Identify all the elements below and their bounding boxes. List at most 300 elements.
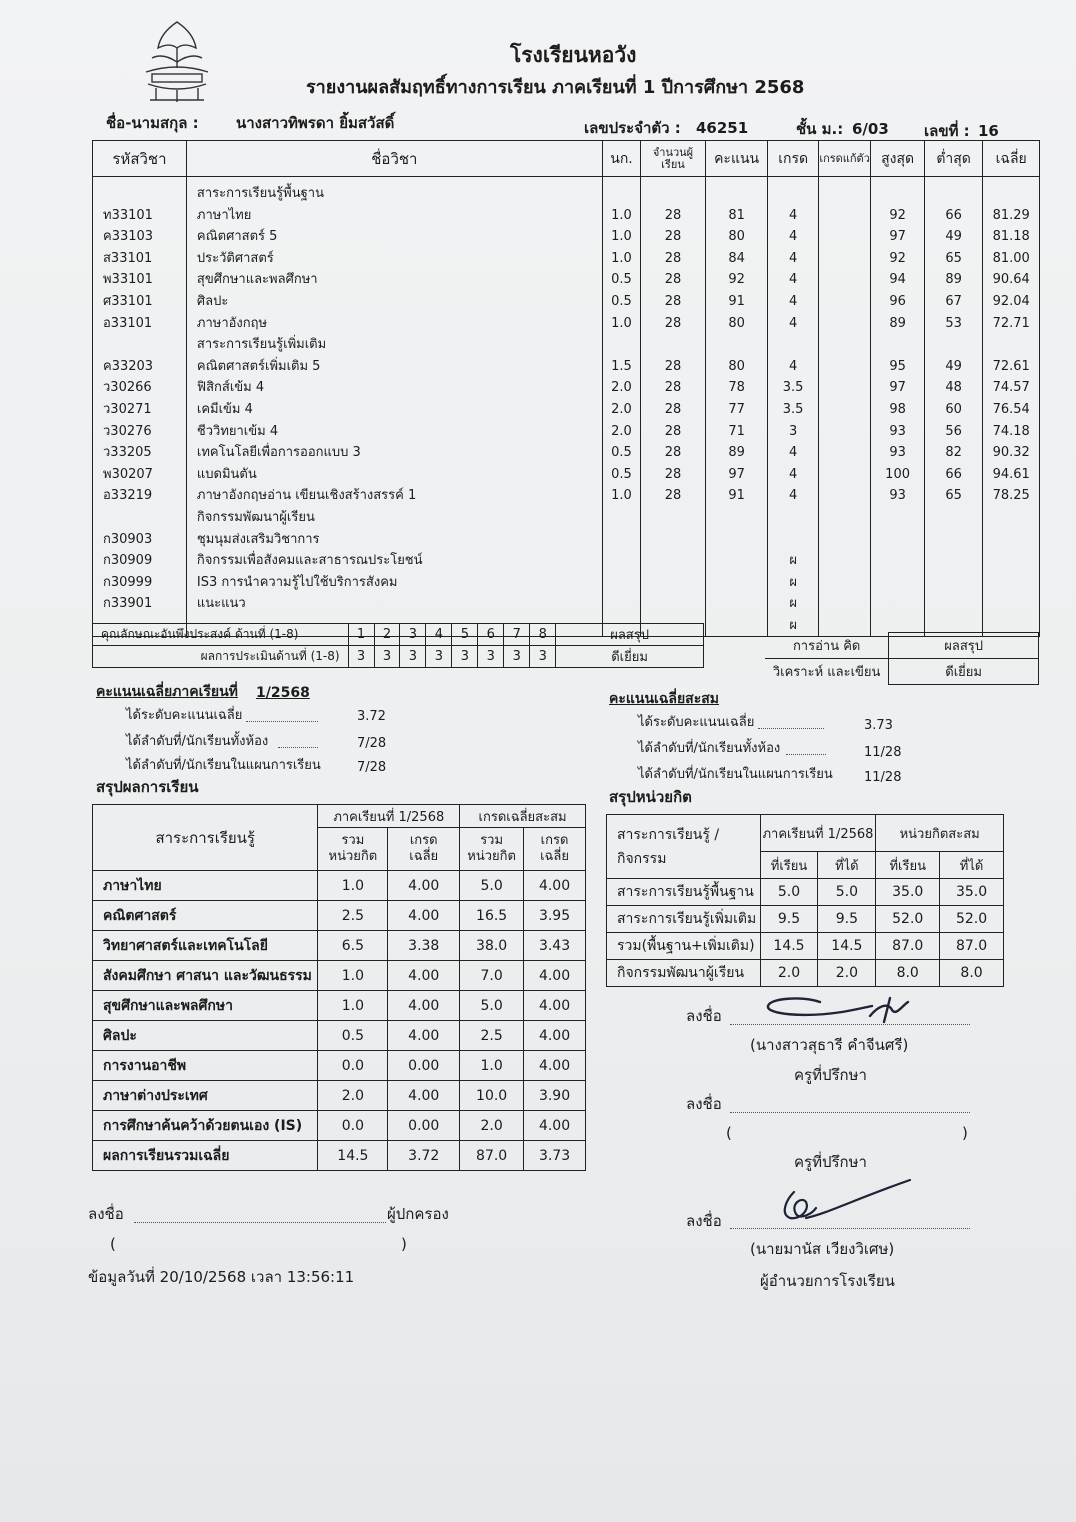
advisor1-name: (นางสาวสุธารี คำจีนศรี): [750, 1036, 909, 1054]
col-credit: นก.: [602, 141, 640, 177]
student-count: 28: [641, 442, 706, 464]
summary-subject: การศึกษาค้นคว้าด้วยตนเอง (IS): [93, 1111, 318, 1141]
credit: 0.5: [602, 269, 640, 291]
avg-score: 81.29: [983, 205, 1040, 227]
credit: [602, 572, 640, 594]
grade-row: [93, 205, 1040, 227]
units-row: [607, 879, 1004, 906]
units-sub-taken: ที่เรียน: [760, 852, 818, 879]
subject-code: ค33203: [93, 356, 187, 378]
max-score: 97: [871, 377, 925, 399]
student-count: [641, 593, 706, 615]
summary-row: [93, 931, 586, 961]
avg-score: 81.00: [983, 248, 1040, 270]
student-count: 28: [641, 421, 706, 443]
units-term-taken: 2.0: [760, 960, 818, 987]
score: 77: [705, 399, 768, 421]
units-cum-got: 35.0: [940, 879, 1004, 906]
regrade: [818, 269, 870, 291]
summary-subject: ศิลปะ: [93, 1021, 318, 1051]
grade: 4: [768, 313, 818, 335]
advisor1-role: ครูที่ปรึกษา: [794, 1066, 867, 1084]
student-count: 28: [641, 205, 706, 227]
reading-result-label: ผลสรุป: [889, 633, 1039, 659]
parent-name-open: (: [110, 1235, 116, 1253]
summary-credit: 6.5: [318, 931, 388, 961]
grade: 4: [768, 226, 818, 248]
summary-cum-credit: 10.0: [460, 1081, 524, 1111]
credit: 0.5: [602, 291, 640, 313]
avg-score: [983, 177, 1040, 205]
student-count: 28: [641, 485, 706, 507]
avg-score: 72.71: [983, 313, 1040, 335]
number-value: 16: [978, 122, 999, 140]
grade: 4: [768, 248, 818, 270]
summary-cum-credit: 7.0: [460, 961, 524, 991]
units-name: กิจกรรมพัฒนาผู้เรียน: [607, 960, 761, 987]
grade: 3.5: [768, 377, 818, 399]
grade-row: [93, 507, 1040, 529]
report-title: รายงานผลสัมฤทธิ์ทางการเรียน ภาคเรียนที่ 1 ปีการศึกษา 2568: [306, 77, 805, 98]
advisor1-signature: [762, 992, 922, 1028]
regrade: [818, 550, 870, 572]
grade: 4: [768, 485, 818, 507]
traits-eval-label: ผลการประเมินด้านที่ (1-8): [93, 646, 349, 668]
advisor1-sign-label: ลงชื่อ: [686, 1007, 722, 1025]
dotted-leader: [246, 721, 318, 722]
max-score: 94: [871, 269, 925, 291]
units-term-got: 9.5: [818, 906, 876, 933]
summary-cum-credit: 5.0: [460, 991, 524, 1021]
summary-sub-credit: [318, 828, 388, 871]
units-term-taken: 14.5: [760, 933, 818, 960]
subject-code: พ30207: [93, 464, 187, 486]
max-score: [871, 334, 925, 356]
subject-code: ว33205: [93, 442, 187, 464]
summary-sub-cum-gpa-line1: เกรด: [540, 833, 569, 848]
score: 80: [705, 226, 768, 248]
reading-label-2: วิเคราะห์ และเขียน: [765, 659, 889, 685]
units-cum-got: 87.0: [940, 933, 1004, 960]
min-score: 49: [924, 356, 983, 378]
min-score: 60: [924, 399, 983, 421]
units-col-term: ภาคเรียนที่ 1/2568: [760, 815, 876, 852]
units-table: [606, 814, 1004, 987]
grade: ผ: [768, 593, 818, 615]
units-cum-got: 52.0: [940, 906, 1004, 933]
max-score: 97: [871, 226, 925, 248]
summary-cum-gpa: 4.00: [524, 1021, 586, 1051]
subject-code: ว30276: [93, 421, 187, 443]
summary-sub-gpa-line2: เฉลี่ย: [409, 849, 439, 864]
score: 97: [705, 464, 768, 486]
class-value: 6/03: [852, 120, 889, 138]
score: 91: [705, 485, 768, 507]
score: [705, 507, 768, 529]
units-term-got: 14.5: [818, 933, 876, 960]
summary-credit: 2.5: [318, 901, 388, 931]
summary-cum-gpa: 4.00: [524, 1111, 586, 1141]
grade-row: [93, 485, 1040, 507]
score: [705, 550, 768, 572]
subject-name: ภาษาไทย: [186, 205, 602, 227]
student-count: 28: [641, 356, 706, 378]
summary-cum-credit: 87.0: [460, 1141, 524, 1171]
summary-cum-gpa: 4.00: [524, 871, 586, 901]
grade-row: [93, 291, 1040, 313]
score: [705, 334, 768, 356]
min-score: [924, 593, 983, 615]
credit: 1.0: [602, 226, 640, 248]
student-name-label: ชื่อ-นามสกุล :: [106, 114, 199, 132]
min-score: [924, 529, 983, 551]
semester-rank-room-label: ได้ลำดับที่/นักเรียนทั้งห้อง: [126, 734, 269, 749]
grade: 3: [768, 421, 818, 443]
summary-subject: วิทยาศาสตร์และเทคโนโลยี: [93, 931, 318, 961]
units-col-cum: หน่วยกิตสะสม: [876, 815, 1004, 852]
credit: [602, 529, 640, 551]
grade-row: [93, 248, 1040, 270]
subject-code: ค33103: [93, 226, 187, 248]
avg-score: [983, 550, 1040, 572]
min-score: 66: [924, 464, 983, 486]
trait-value: 3: [504, 646, 530, 668]
cumulative-avg-title: คะแนนเฉลี่ยสะสม: [609, 691, 719, 707]
summary-row: [93, 901, 586, 931]
score: 81: [705, 205, 768, 227]
summary-credit: 14.5: [318, 1141, 388, 1171]
grade-row: [93, 334, 1040, 356]
max-score: [871, 529, 925, 551]
student-id-label: เลขประจำตัว :: [584, 119, 681, 137]
score: 78: [705, 377, 768, 399]
max-score: 92: [871, 205, 925, 227]
subject-name: กิจกรรมพัฒนาผู้เรียน: [186, 507, 602, 529]
max-score: 93: [871, 485, 925, 507]
credit: [602, 550, 640, 572]
subject-code: ท33101: [93, 205, 187, 227]
regrade: [818, 485, 870, 507]
grade: [768, 507, 818, 529]
units-title: สรุปหน่วยกิต: [609, 788, 692, 806]
units-term-got: 2.0: [818, 960, 876, 987]
max-score: 92: [871, 248, 925, 270]
units-col-subject: [607, 815, 761, 879]
cumulative-gpa-label: ได้ระดับคะแนนเฉลี่ย: [638, 715, 755, 730]
cumulative-rank-room-label: ได้ลำดับที่/นักเรียนทั้งห้อง: [638, 741, 781, 756]
grade-row: [93, 313, 1040, 335]
trait-number: 2: [374, 624, 400, 646]
grade-row: [93, 377, 1040, 399]
summary-cum-credit: 5.0: [460, 871, 524, 901]
student-count: 28: [641, 291, 706, 313]
avg-score: 94.61: [983, 464, 1040, 486]
traits-result: ดีเยี่ยม: [556, 646, 704, 668]
summary-row: [93, 1141, 586, 1171]
student-count: 28: [641, 248, 706, 270]
grade-row: [93, 399, 1040, 421]
regrade: [818, 399, 870, 421]
subject-code: พ33101: [93, 269, 187, 291]
regrade: [818, 177, 870, 205]
director-sign-label: ลงชื่อ: [686, 1212, 722, 1230]
summary-row: [93, 1051, 586, 1081]
summary-sub-cum-gpa: [524, 828, 586, 871]
student-count: 28: [641, 399, 706, 421]
summary-col-cum: เกรดเฉลี่ยสะสม: [460, 805, 586, 828]
score: 71: [705, 421, 768, 443]
credit: [602, 334, 640, 356]
score: [705, 615, 768, 637]
col-code: รหัสวิชา: [93, 141, 187, 177]
grade-row: [93, 269, 1040, 291]
dotted-leader: [278, 747, 318, 748]
subject-code: อ33219: [93, 485, 187, 507]
summary-credit: 1.0: [318, 991, 388, 1021]
min-score: 53: [924, 313, 983, 335]
col-subject: ชื่อวิชา: [186, 141, 602, 177]
subject-name: เทคโนโลยีเพื่อการออกแบบ 3: [186, 442, 602, 464]
subject-code: ก33901: [93, 593, 187, 615]
summary-subject: สังคมศึกษา ศาสนา และวัฒนธรรม: [93, 961, 318, 991]
semester-gpa: 3.72: [357, 709, 386, 724]
summary-subject: การงานอาชีพ: [93, 1051, 318, 1081]
summary-gpa: 4.00: [388, 991, 460, 1021]
summary-cum-credit: 2.0: [460, 1111, 524, 1141]
summary-cum-credit: 1.0: [460, 1051, 524, 1081]
max-score: 89: [871, 313, 925, 335]
grade: ผ: [768, 550, 818, 572]
credit: 1.0: [602, 205, 640, 227]
summary-gpa: 4.00: [388, 961, 460, 991]
advisor2-name-close: ): [962, 1124, 968, 1142]
advisor2-sign-line: [730, 1112, 970, 1113]
cumulative-rank-room: 11/28: [864, 745, 902, 760]
grade-row: [93, 572, 1040, 594]
summary-cum-credit: 2.5: [460, 1021, 524, 1051]
avg-score: 76.54: [983, 399, 1040, 421]
summary-sub-cum-credit: [460, 828, 524, 871]
trait-value: 3: [530, 646, 556, 668]
summary-row: [93, 991, 586, 1021]
grade: [768, 177, 818, 205]
number-label: เลขที่ :: [924, 122, 970, 140]
regrade: [818, 421, 870, 443]
units-row: [607, 933, 1004, 960]
min-score: [924, 572, 983, 594]
advisor2-name-open: (: [726, 1124, 732, 1142]
student-count: 28: [641, 226, 706, 248]
min-score: 82: [924, 442, 983, 464]
student-count: [641, 529, 706, 551]
traits-label: คุณลักษณะอันพึงประสงค์ ด้านที่ (1-8): [93, 624, 349, 646]
grades-table-header: [93, 141, 1040, 177]
max-score: [871, 593, 925, 615]
student-count: [641, 334, 706, 356]
summary-subject: สุขศึกษาและพลศึกษา: [93, 991, 318, 1021]
dotted-leader: [758, 728, 824, 729]
subject-name: แบดมินตัน: [186, 464, 602, 486]
units-cum-taken: 87.0: [876, 933, 940, 960]
summary-credit: 0.0: [318, 1111, 388, 1141]
trait-number: 3: [400, 624, 426, 646]
avg-score: [983, 572, 1040, 594]
student-count: [641, 507, 706, 529]
score: 84: [705, 248, 768, 270]
trait-value: 3: [400, 646, 426, 668]
school-name: โรงเรียนหอวัง: [510, 43, 637, 67]
units-cum-taken: 52.0: [876, 906, 940, 933]
director-name: (นายมานัส เวียงวิเศษ): [750, 1240, 895, 1258]
score: [705, 572, 768, 594]
student-name: นางสาวทิพรดา ยิ้มสวัสดิ์: [236, 114, 395, 132]
grade-row: [93, 550, 1040, 572]
avg-score: 78.25: [983, 485, 1040, 507]
trait-value: 3: [478, 646, 504, 668]
parent-sign-line: [134, 1222, 386, 1223]
summary-cum-gpa: 4.00: [524, 961, 586, 991]
units-row: [607, 960, 1004, 987]
summary-cum-gpa: 4.00: [524, 1051, 586, 1081]
summary-sub-cum-credit-line2: หน่วยกิต: [467, 849, 516, 864]
student-count: [641, 177, 706, 205]
regrade: [818, 529, 870, 551]
summary-col-term: ภาคเรียนที่ 1/2568: [318, 805, 460, 828]
grades-table: [92, 140, 1040, 637]
summary-cum-gpa: 4.00: [524, 991, 586, 1021]
col-students: จำนวนผู้เรียน: [641, 141, 706, 177]
max-score: 96: [871, 291, 925, 313]
traits-table: [92, 623, 704, 668]
grade: ผ: [768, 615, 818, 637]
data-timestamp: ข้อมูลวันที่ 20/10/2568 เวลา 13:56:11: [88, 1268, 355, 1286]
min-score: 67: [924, 291, 983, 313]
reading-result: ดีเยี่ยม: [889, 659, 1039, 685]
grade-row: [93, 529, 1040, 551]
grade: 4: [768, 205, 818, 227]
regrade: [818, 464, 870, 486]
subject-code: ก30909: [93, 550, 187, 572]
summary-sub-gpa-line1: เกรด: [409, 833, 438, 848]
grade: 4: [768, 356, 818, 378]
regrade: [818, 334, 870, 356]
cumulative-rank-plan-label: ได้ลำดับที่/นักเรียนในแผนการเรียน: [638, 767, 833, 782]
units-row: [607, 906, 1004, 933]
score: 89: [705, 442, 768, 464]
max-score: 95: [871, 356, 925, 378]
units-term-taken: 5.0: [760, 879, 818, 906]
summary-row: [93, 1021, 586, 1051]
summary-title: สรุปผลการเรียน: [96, 778, 199, 796]
summary-credit: 1.0: [318, 961, 388, 991]
max-score: [871, 507, 925, 529]
summary-gpa: 3.38: [388, 931, 460, 961]
avg-score: [983, 507, 1040, 529]
semester-avg-title: คะแนนเฉลี่ยภาคเรียนที่: [96, 684, 238, 700]
col-avg: เฉลี่ย: [983, 141, 1040, 177]
advisor2-sign-label: ลงชื่อ: [686, 1095, 722, 1113]
trait-value: 3: [374, 646, 400, 668]
summary-subject: ภาษาต่างประเทศ: [93, 1081, 318, 1111]
summary-gpa: 4.00: [388, 901, 460, 931]
cumulative-rank-plan: 11/28: [864, 770, 902, 785]
summary-gpa: 0.00: [388, 1051, 460, 1081]
trait-number: 8: [530, 624, 556, 646]
grade-row: [93, 464, 1040, 486]
subject-name: ภาษาอังกฤษอ่าน เขียนเชิงสร้างสรรค์ 1: [186, 485, 602, 507]
cumulative-gpa: 3.73: [864, 718, 893, 733]
trait-value: 3: [348, 646, 374, 668]
summary-row: [93, 871, 586, 901]
subject-name: สาระการเรียนรู้พื้นฐาน: [186, 177, 602, 205]
regrade: [818, 507, 870, 529]
summary-gpa: 4.00: [388, 871, 460, 901]
student-count: 28: [641, 313, 706, 335]
subject-name: กิจกรรมเพื่อสังคมและสาธารณประโยชน์: [186, 550, 602, 572]
summary-credit: 2.0: [318, 1081, 388, 1111]
credit: [602, 507, 640, 529]
avg-score: [983, 593, 1040, 615]
trait-number: 1: [348, 624, 374, 646]
dotted-leader: [786, 754, 826, 755]
grade: 3.5: [768, 399, 818, 421]
score: 91: [705, 291, 768, 313]
credit: 1.0: [602, 485, 640, 507]
min-score: 48: [924, 377, 983, 399]
units-name: สาระการเรียนรู้เพิ่มเติม: [607, 906, 761, 933]
advisor2-role: ครูที่ปรึกษา: [794, 1153, 867, 1171]
subject-name: ประวัติศาสตร์: [186, 248, 602, 270]
units-term-taken: 9.5: [760, 906, 818, 933]
reading-table: [765, 632, 1039, 685]
summary-sub-credit-line1: รวม: [341, 833, 365, 848]
grade: 4: [768, 291, 818, 313]
col-grade: เกรด: [768, 141, 818, 177]
min-score: [924, 177, 983, 205]
max-score: 98: [871, 399, 925, 421]
avg-score: [983, 334, 1040, 356]
grade-row: [93, 593, 1040, 615]
trait-value: 3: [452, 646, 478, 668]
credit: [602, 593, 640, 615]
student-id: 46251: [696, 119, 749, 137]
regrade: [818, 205, 870, 227]
student-count: 28: [641, 464, 706, 486]
score: 92: [705, 269, 768, 291]
units-col-subject-line2: กิจกรรม: [617, 850, 667, 867]
credit: 0.5: [602, 464, 640, 486]
summary-cum-gpa: 3.43: [524, 931, 586, 961]
min-score: [924, 550, 983, 572]
credit: 1.0: [602, 313, 640, 335]
min-score: 56: [924, 421, 983, 443]
trait-number: 6: [478, 624, 504, 646]
avg-score: 74.18: [983, 421, 1040, 443]
avg-score: 90.32: [983, 442, 1040, 464]
director-signature: [766, 1174, 916, 1230]
max-score: [871, 550, 925, 572]
summary-gpa: 3.72: [388, 1141, 460, 1171]
trait-number: 7: [504, 624, 530, 646]
summary-sub-credit-line2: หน่วยกิต: [328, 849, 378, 864]
trait-value: 3: [426, 646, 452, 668]
avg-score: 74.57: [983, 377, 1040, 399]
subject-name: เคมีเข้ม 4: [186, 399, 602, 421]
director-role: ผู้อำนวยการโรงเรียน: [760, 1272, 895, 1290]
avg-score: 81.18: [983, 226, 1040, 248]
credit: 2.0: [602, 421, 640, 443]
summary-subject: ผลการเรียนรวมเฉลี่ย: [93, 1141, 318, 1171]
